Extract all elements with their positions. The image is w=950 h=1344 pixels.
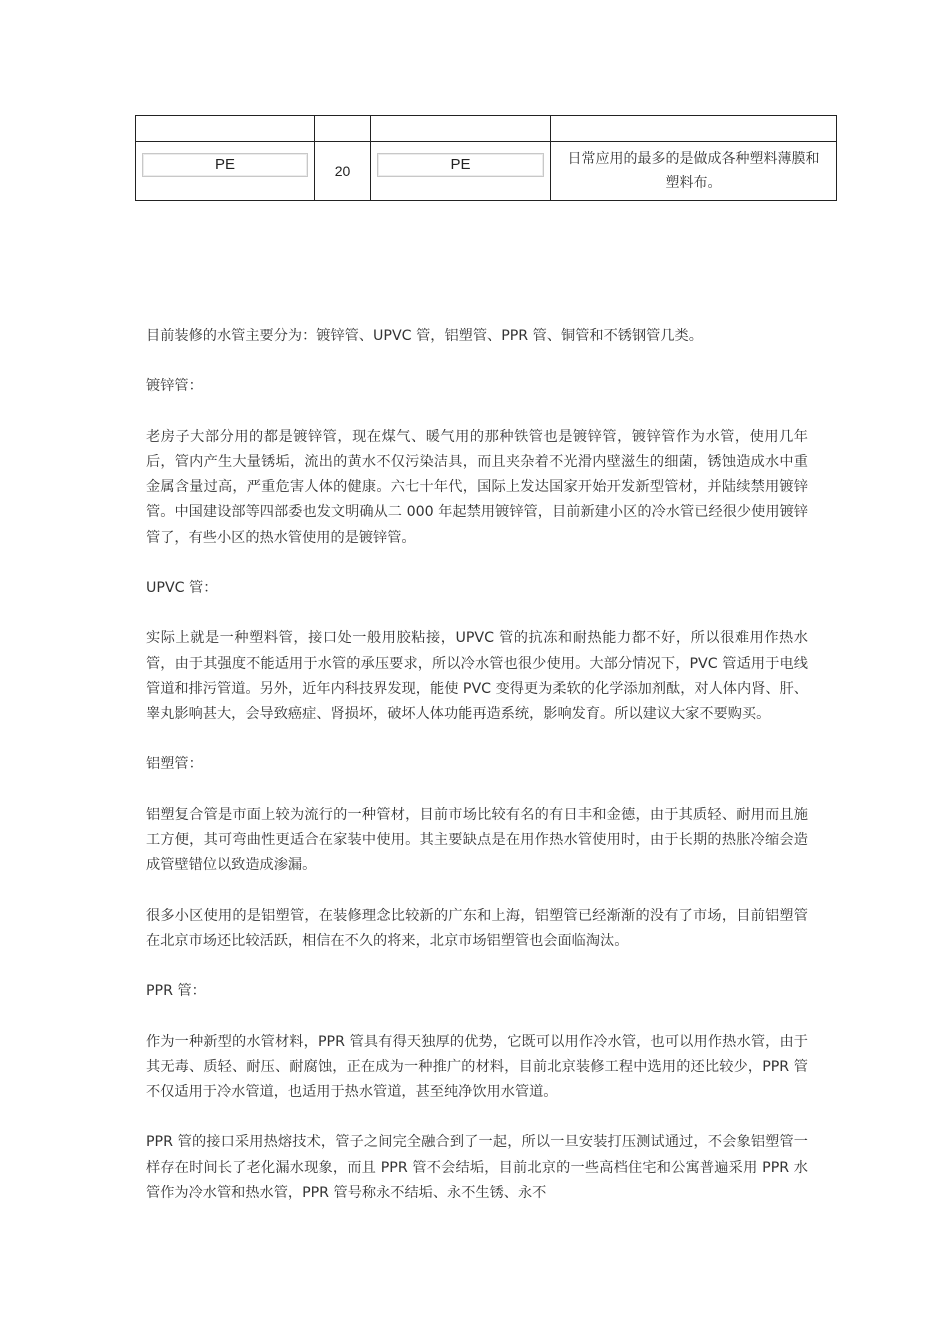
section-heading-ppr: PPR 管：: [146, 983, 206, 1000]
table-cell: [551, 116, 837, 142]
section-heading-galvanized: 镀锌管：: [146, 378, 203, 395]
material-abbr-field: PE: [377, 153, 544, 177]
material-table: [135, 115, 837, 201]
table-cell: [371, 116, 551, 142]
paragraph-aluminum-plastic-1: 铝塑复合管是市面上较为流行的一种管材，目前市场比较有名的有日丰和金德，由于其质轻、耐用而且施工方便，其可弯曲性更适合在家装中使用。其主要缺点是在用作热水管使用时，由于长期的热胀冷缩会造成管壁错位以致造成渗漏。: [146, 806, 808, 874]
table-cell: [136, 116, 315, 142]
material-usage-cell: 日常应用的最多的是做成各种塑料薄膜和塑料布。: [551, 142, 837, 201]
material-name-field: PE: [142, 153, 308, 177]
article-body: [146, 324, 808, 1231]
section-heading-upvc: UPVC 管：: [146, 579, 218, 596]
paragraph-ppr-2: PPR 管的接口采用热熔技术，管子之间完全融合到了一起，所以一旦安装打压测试通过，不会象铝塑管一样存在时间长了老化漏水现象，而且 PPR 管不会结垢，目前北京的一些高档住宅和公寓普遍采用 PPR 水管作为冷水管和热水管，PPR 管号称永不结垢、永不生锈、永不: [146, 1134, 808, 1201]
table-row: [136, 142, 837, 201]
table-header-row: [136, 116, 837, 142]
paragraph-galvanized: 老房子大部分用的都是镀锌管，现在煤气、暖气用的那种铁管也是镀锌管，镀锌管作为水管，使用几年后，管内产生大量锈垢，流出的黄水不仅污染洁具，而且夹杂着不光滑内壁滋生的细菌，锈蚀造成水中重金属含量过高，严重危害人体的健康。六七十年代，国际上发达国家开始开发新型管材，并陆续禁用镀锌管。中国建设部等四部委也发文明确从二 000 年起禁用镀锌管，目前新建小区的冷水管已经很少使用镀锌管了，有些小区的热水管使用的是镀锌管。: [146, 428, 808, 546]
paragraph-upvc: 实际上就是一种塑料管，接口处一般用胶粘接，UPVC 管的抗冻和耐热能力都不好，所以很难用作热水管，由于其强度不能适用于水管的承压要求，所以冷水管也很少使用。大部分情况下，PVC 管适用于电线管道和排污管道。另外，近年内科技界发现，能使 PVC 变得更为柔软的化学添加剂酞，对人体内肾、肝、睾丸影响甚大，会导致癌症、肾损坏，破坏人体功能再造系统，影响发育。所以建议大家不要购买。: [146, 630, 808, 722]
material-number-cell: [315, 142, 371, 201]
material-name-cell: [136, 142, 315, 201]
section-heading-aluminum-plastic: 铝塑管：: [146, 756, 203, 773]
table-cell: [315, 116, 371, 142]
material-abbr-cell: [371, 142, 551, 201]
paragraph-ppr-1: 作为一种新型的水管材料，PPR 管具有得天独厚的优势，它既可以用作冷水管，也可以用作热水管，由于其无毒、质轻、耐压、耐腐蚀，正在成为一种推广的材料，目前北京装修工程中选用的还比较少，PPR 管不仅适用于冷水管道，也适用于热水管道，甚至纯净饮用水管道。: [146, 1033, 808, 1100]
paragraph-aluminum-plastic-2: 很多小区使用的是铝塑管，在装修理念比较新的广东和上海，铝塑管已经渐渐的没有了市场，目前铝塑管在北京市场还比较活跃，相信在不久的将来，北京市场铝塑管也会面临淘汰。: [146, 907, 808, 949]
material-number: 20: [334, 162, 351, 179]
intro-paragraph: 目前装修的水管主要分为：镀锌管、UPVC 管，铝塑管、PPR 管、铜管和不锈钢管几类。: [146, 328, 703, 344]
